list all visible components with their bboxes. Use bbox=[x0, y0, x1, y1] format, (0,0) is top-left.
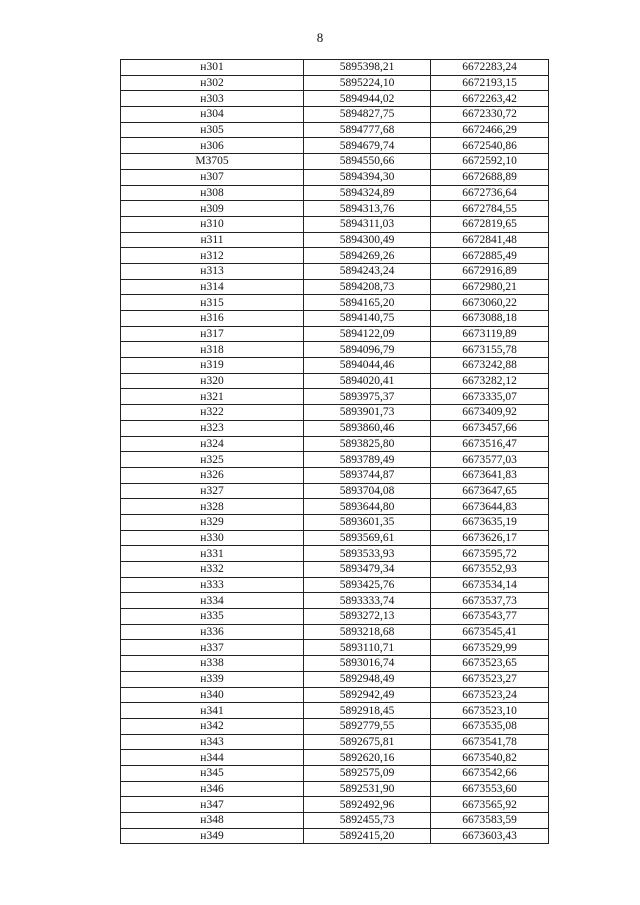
point-id-cell: н314 bbox=[121, 279, 304, 295]
y-coordinate-cell: 6672688,89 bbox=[431, 169, 549, 185]
table-row bbox=[121, 138, 549, 154]
point-id-cell: н301 bbox=[121, 60, 304, 76]
y-coordinate-cell: 6673242,88 bbox=[431, 358, 549, 374]
point-id-cell: н315 bbox=[121, 295, 304, 311]
y-coordinate-cell: 6672885,49 bbox=[431, 248, 549, 264]
table-row bbox=[121, 91, 549, 107]
table-row bbox=[121, 405, 549, 421]
table-row bbox=[121, 436, 549, 452]
point-id-cell: н337 bbox=[121, 640, 304, 656]
x-coordinate-cell: 5894096,79 bbox=[304, 342, 431, 358]
x-coordinate-cell: 5892779,55 bbox=[304, 718, 431, 734]
x-coordinate-cell: 5894243,24 bbox=[304, 263, 431, 279]
x-coordinate-cell: 5894020,41 bbox=[304, 373, 431, 389]
point-id-cell: н346 bbox=[121, 781, 304, 797]
x-coordinate-cell: 5892675,81 bbox=[304, 734, 431, 750]
y-coordinate-cell: 6673335,07 bbox=[431, 389, 549, 405]
point-id-cell: н333 bbox=[121, 577, 304, 593]
y-coordinate-cell: 6673088,18 bbox=[431, 311, 549, 327]
x-coordinate-cell: 5894827,75 bbox=[304, 107, 431, 123]
y-coordinate-cell: 6672193,15 bbox=[431, 75, 549, 91]
x-coordinate-cell: 5893016,74 bbox=[304, 656, 431, 672]
table-row bbox=[121, 640, 549, 656]
point-id-cell: н331 bbox=[121, 546, 304, 562]
x-coordinate-cell: 5894311,03 bbox=[304, 216, 431, 232]
table-row bbox=[121, 546, 549, 562]
table-row bbox=[121, 107, 549, 123]
x-coordinate-cell: 5894394,30 bbox=[304, 169, 431, 185]
table-row bbox=[121, 483, 549, 499]
y-coordinate-cell: 6672263,42 bbox=[431, 91, 549, 107]
y-coordinate-cell: 6672841,48 bbox=[431, 232, 549, 248]
x-coordinate-cell: 5893425,76 bbox=[304, 577, 431, 593]
table-row bbox=[121, 122, 549, 138]
table-row bbox=[121, 734, 549, 750]
point-id-cell: н336 bbox=[121, 624, 304, 640]
y-coordinate-cell: 6673644,83 bbox=[431, 499, 549, 515]
y-coordinate-cell: 6672540,86 bbox=[431, 138, 549, 154]
table-row bbox=[121, 593, 549, 609]
x-coordinate-cell: 5892942,49 bbox=[304, 687, 431, 703]
y-coordinate-cell: 6673155,78 bbox=[431, 342, 549, 358]
table-row bbox=[121, 813, 549, 829]
table-row bbox=[121, 232, 549, 248]
x-coordinate-cell: 5892531,90 bbox=[304, 781, 431, 797]
x-coordinate-cell: 5892620,16 bbox=[304, 750, 431, 766]
point-id-cell: н310 bbox=[121, 216, 304, 232]
table-row bbox=[121, 311, 549, 327]
point-id-cell: н324 bbox=[121, 436, 304, 452]
x-coordinate-cell: 5894122,09 bbox=[304, 326, 431, 342]
table-row bbox=[121, 797, 549, 813]
table-row bbox=[121, 373, 549, 389]
x-coordinate-cell: 5893860,46 bbox=[304, 420, 431, 436]
y-coordinate-cell: 6673543,77 bbox=[431, 609, 549, 625]
table-row bbox=[121, 828, 549, 844]
table-row bbox=[121, 703, 549, 719]
x-coordinate-cell: 5895224,10 bbox=[304, 75, 431, 91]
y-coordinate-cell: 6673523,10 bbox=[431, 703, 549, 719]
y-coordinate-cell: 6673537,73 bbox=[431, 593, 549, 609]
y-coordinate-cell: 6673553,60 bbox=[431, 781, 549, 797]
point-id-cell: н342 bbox=[121, 718, 304, 734]
x-coordinate-cell: 5893789,49 bbox=[304, 452, 431, 468]
x-coordinate-cell: 5893825,80 bbox=[304, 436, 431, 452]
x-coordinate-cell: 5892415,20 bbox=[304, 828, 431, 844]
x-coordinate-cell: 5893901,73 bbox=[304, 405, 431, 421]
point-id-cell: н316 bbox=[121, 311, 304, 327]
table-row bbox=[121, 326, 549, 342]
table-row bbox=[121, 452, 549, 468]
point-id-cell: н312 bbox=[121, 248, 304, 264]
point-id-cell: н320 bbox=[121, 373, 304, 389]
point-id-cell: н327 bbox=[121, 483, 304, 499]
y-coordinate-cell: 6673595,72 bbox=[431, 546, 549, 562]
point-id-cell: н329 bbox=[121, 514, 304, 530]
y-coordinate-cell: 6673516,47 bbox=[431, 436, 549, 452]
point-id-cell: н347 bbox=[121, 797, 304, 813]
page-number: 8 bbox=[316, 30, 324, 45]
table-row bbox=[121, 342, 549, 358]
y-coordinate-cell: 6673523,27 bbox=[431, 671, 549, 687]
x-coordinate-cell: 5893644,80 bbox=[304, 499, 431, 515]
point-id-cell: н349 bbox=[121, 828, 304, 844]
y-coordinate-cell: 6673409,92 bbox=[431, 405, 549, 421]
y-coordinate-cell: 6673534,14 bbox=[431, 577, 549, 593]
y-coordinate-cell: 6673529,99 bbox=[431, 640, 549, 656]
y-coordinate-cell: 6673523,65 bbox=[431, 656, 549, 672]
y-coordinate-cell: 6673635,19 bbox=[431, 514, 549, 530]
x-coordinate-cell: 5893110,71 bbox=[304, 640, 431, 656]
point-id-cell: н322 bbox=[121, 405, 304, 421]
point-id-cell: н344 bbox=[121, 750, 304, 766]
table-row bbox=[121, 562, 549, 578]
x-coordinate-cell: 5892492,96 bbox=[304, 797, 431, 813]
y-coordinate-cell: 6672736,64 bbox=[431, 185, 549, 201]
y-coordinate-cell: 6672466,29 bbox=[431, 122, 549, 138]
x-coordinate-cell: 5893704,08 bbox=[304, 483, 431, 499]
table-row bbox=[121, 656, 549, 672]
y-coordinate-cell: 6673523,24 bbox=[431, 687, 549, 703]
x-coordinate-cell: 5892455,73 bbox=[304, 813, 431, 829]
x-coordinate-cell: 5893272,13 bbox=[304, 609, 431, 625]
point-id-cell: н311 bbox=[121, 232, 304, 248]
x-coordinate-cell: 5894550,66 bbox=[304, 154, 431, 170]
point-id-cell: н313 bbox=[121, 263, 304, 279]
x-coordinate-cell: 5894165,20 bbox=[304, 295, 431, 311]
point-id-cell: н345 bbox=[121, 765, 304, 781]
y-coordinate-cell: 6673647,65 bbox=[431, 483, 549, 499]
point-id-cell: МЗ705 bbox=[121, 154, 304, 170]
table-row bbox=[121, 358, 549, 374]
table-row bbox=[121, 154, 549, 170]
table-row bbox=[121, 750, 549, 766]
y-coordinate-cell: 6673541,78 bbox=[431, 734, 549, 750]
point-id-cell: н338 bbox=[121, 656, 304, 672]
y-coordinate-cell: 6672592,10 bbox=[431, 154, 549, 170]
y-coordinate-cell: 6673577,03 bbox=[431, 452, 549, 468]
point-id-cell: н328 bbox=[121, 499, 304, 515]
table-row bbox=[121, 530, 549, 546]
x-coordinate-cell: 5893479,34 bbox=[304, 562, 431, 578]
table-row bbox=[121, 295, 549, 311]
point-id-cell: н306 bbox=[121, 138, 304, 154]
point-id-cell: н309 bbox=[121, 201, 304, 217]
y-coordinate-cell: 6673545,41 bbox=[431, 624, 549, 640]
table-row bbox=[121, 467, 549, 483]
point-id-cell: н319 bbox=[121, 358, 304, 374]
y-coordinate-cell: 6673535,08 bbox=[431, 718, 549, 734]
table-row bbox=[121, 216, 549, 232]
table-row bbox=[121, 609, 549, 625]
point-id-cell: н321 bbox=[121, 389, 304, 405]
y-coordinate-cell: 6672980,21 bbox=[431, 279, 549, 295]
x-coordinate-cell: 5894300,49 bbox=[304, 232, 431, 248]
x-coordinate-cell: 5893975,37 bbox=[304, 389, 431, 405]
point-id-cell: н334 bbox=[121, 593, 304, 609]
point-id-cell: н323 bbox=[121, 420, 304, 436]
table-row bbox=[121, 169, 549, 185]
table-row bbox=[121, 499, 549, 515]
table-row bbox=[121, 248, 549, 264]
table-row bbox=[121, 389, 549, 405]
x-coordinate-cell: 5894313,76 bbox=[304, 201, 431, 217]
point-id-cell: н348 bbox=[121, 813, 304, 829]
coordinates-table bbox=[120, 59, 549, 844]
x-coordinate-cell: 5893533,93 bbox=[304, 546, 431, 562]
table-row bbox=[121, 75, 549, 91]
x-coordinate-cell: 5892575,09 bbox=[304, 765, 431, 781]
table-row bbox=[121, 718, 549, 734]
point-id-cell: н326 bbox=[121, 467, 304, 483]
point-id-cell: н335 bbox=[121, 609, 304, 625]
point-id-cell: н340 bbox=[121, 687, 304, 703]
table-row bbox=[121, 60, 549, 76]
y-coordinate-cell: 6673565,92 bbox=[431, 797, 549, 813]
x-coordinate-cell: 5892918,45 bbox=[304, 703, 431, 719]
table-row bbox=[121, 279, 549, 295]
y-coordinate-cell: 6673583,59 bbox=[431, 813, 549, 829]
x-coordinate-cell: 5894140,75 bbox=[304, 311, 431, 327]
y-coordinate-cell: 6673282,12 bbox=[431, 373, 549, 389]
x-coordinate-cell: 5894324,89 bbox=[304, 185, 431, 201]
point-id-cell: н318 bbox=[121, 342, 304, 358]
y-coordinate-cell: 6673457,66 bbox=[431, 420, 549, 436]
table-row bbox=[121, 185, 549, 201]
point-id-cell: н341 bbox=[121, 703, 304, 719]
y-coordinate-cell: 6673641,83 bbox=[431, 467, 549, 483]
point-id-cell: н332 bbox=[121, 562, 304, 578]
point-id-cell: н304 bbox=[121, 107, 304, 123]
x-coordinate-cell: 5894944,02 bbox=[304, 91, 431, 107]
x-coordinate-cell: 5894269,26 bbox=[304, 248, 431, 264]
point-id-cell: н317 bbox=[121, 326, 304, 342]
point-id-cell: н330 bbox=[121, 530, 304, 546]
y-coordinate-cell: 6672784,55 bbox=[431, 201, 549, 217]
x-coordinate-cell: 5892948,49 bbox=[304, 671, 431, 687]
point-id-cell: н343 bbox=[121, 734, 304, 750]
y-coordinate-cell: 6672283,24 bbox=[431, 60, 549, 76]
point-id-cell: н305 bbox=[121, 122, 304, 138]
point-id-cell: н307 bbox=[121, 169, 304, 185]
x-coordinate-cell: 5893569,61 bbox=[304, 530, 431, 546]
x-coordinate-cell: 5894679,74 bbox=[304, 138, 431, 154]
table-row bbox=[121, 514, 549, 530]
y-coordinate-cell: 6673603,43 bbox=[431, 828, 549, 844]
y-coordinate-cell: 6673542,66 bbox=[431, 765, 549, 781]
coordinates-table-body bbox=[121, 60, 549, 844]
y-coordinate-cell: 6672330,72 bbox=[431, 107, 549, 123]
x-coordinate-cell: 5893333,74 bbox=[304, 593, 431, 609]
table-row bbox=[121, 624, 549, 640]
y-coordinate-cell: 6673119,89 bbox=[431, 326, 549, 342]
table-row bbox=[121, 577, 549, 593]
x-coordinate-cell: 5893601,35 bbox=[304, 514, 431, 530]
x-coordinate-cell: 5894208,73 bbox=[304, 279, 431, 295]
table-row bbox=[121, 671, 549, 687]
table-row bbox=[121, 781, 549, 797]
table-row bbox=[121, 687, 549, 703]
table-row bbox=[121, 765, 549, 781]
point-id-cell: н302 bbox=[121, 75, 304, 91]
point-id-cell: н339 bbox=[121, 671, 304, 687]
y-coordinate-cell: 6673060,22 bbox=[431, 295, 549, 311]
x-coordinate-cell: 5893744,87 bbox=[304, 467, 431, 483]
table-row bbox=[121, 263, 549, 279]
point-id-cell: н325 bbox=[121, 452, 304, 468]
table-row bbox=[121, 420, 549, 436]
y-coordinate-cell: 6672916,89 bbox=[431, 263, 549, 279]
point-id-cell: н308 bbox=[121, 185, 304, 201]
x-coordinate-cell: 5893218,68 bbox=[304, 624, 431, 640]
y-coordinate-cell: 6673552,93 bbox=[431, 562, 549, 578]
y-coordinate-cell: 6673540,82 bbox=[431, 750, 549, 766]
x-coordinate-cell: 5894044,46 bbox=[304, 358, 431, 374]
y-coordinate-cell: 6673626,17 bbox=[431, 530, 549, 546]
point-id-cell: н303 bbox=[121, 91, 304, 107]
x-coordinate-cell: 5894777,68 bbox=[304, 122, 431, 138]
table-row bbox=[121, 201, 549, 217]
x-coordinate-cell: 5895398,21 bbox=[304, 60, 431, 76]
y-coordinate-cell: 6672819,65 bbox=[431, 216, 549, 232]
